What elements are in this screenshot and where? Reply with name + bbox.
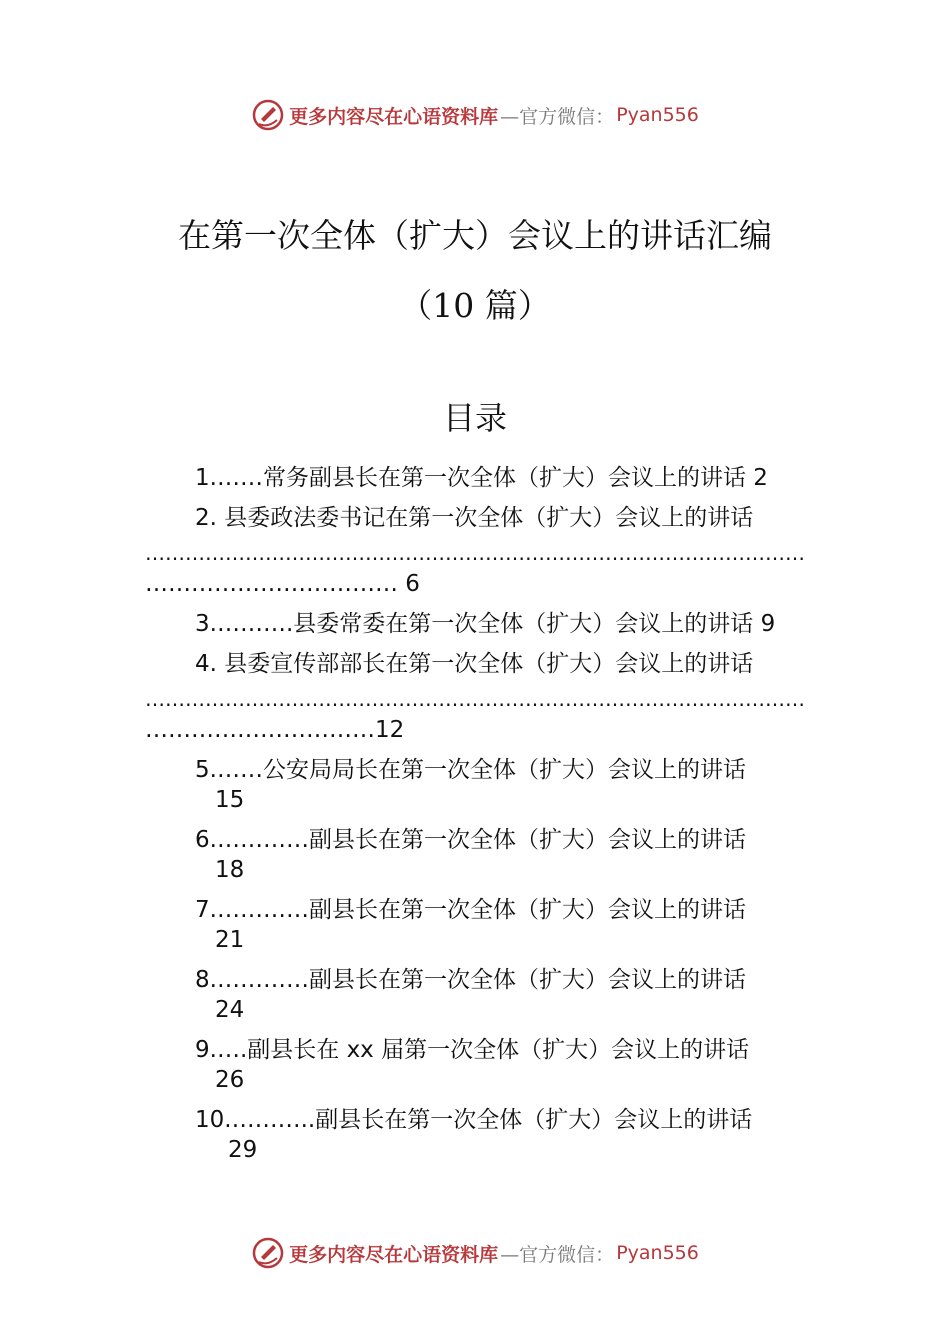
- toc-heading: 目录: [442, 399, 507, 437]
- toc-entry-4-dots: ………………………………………………………………………………………: [145, 687, 805, 711]
- toc-entry-8-page: 24: [215, 997, 245, 1023]
- toc-entry-2-page: …………………………… 6: [145, 571, 420, 597]
- toc-entry-7-page: 21: [215, 927, 245, 953]
- toc-entry-4-page: …………………………12: [145, 717, 405, 743]
- toc-entry-8[interactable]: 8.…………副县长在第一次全体（扩大）会议上的讲话: [195, 967, 746, 993]
- watermark-footer: [0, 1233, 950, 1273]
- toc-entry-6-page: 18: [215, 857, 245, 883]
- watermark-header: [0, 95, 950, 135]
- toc-entry-9-page: 26: [215, 1067, 245, 1093]
- toc-entry-1[interactable]: 1.……常务副县长在第一次全体（扩大）会议上的讲话 2: [195, 465, 768, 491]
- toc-entry-5-page: 15: [215, 787, 245, 813]
- toc-entry-6[interactable]: 6.…………副县长在第一次全体（扩大）会议上的讲话: [195, 827, 746, 853]
- watermark-separator: —官方微信：: [500, 105, 615, 128]
- toc-entry-7[interactable]: 7.…………副县长在第一次全体（扩大）会议上的讲话: [195, 897, 746, 923]
- toc-entry-4[interactable]: 4. 县委宣传部部长在第一次全体（扩大）会议上的讲话: [195, 651, 754, 677]
- pen-heart-logo-icon: [251, 98, 285, 132]
- watermark-separator: —官方微信：: [500, 1243, 615, 1266]
- toc-entry-10[interactable]: 10.………..副县长在第一次全体（扩大）会议上的讲话: [195, 1107, 753, 1133]
- toc-entry-2[interactable]: 2. 县委政法委书记在第一次全体（扩大）会议上的讲话: [195, 505, 754, 531]
- document-title: 在第一次全体（扩大）会议上的讲话汇编: [178, 216, 772, 255]
- watermark-wechat-id: Pyan556: [616, 104, 699, 126]
- watermark-main-text: 更多内容尽在心语资料库: [289, 105, 499, 128]
- document-subtitle: （10 篇）: [399, 286, 551, 325]
- toc-entry-5[interactable]: 5.……公安局局长在第一次全体（扩大）会议上的讲话: [195, 757, 746, 783]
- toc-entry-10-page: 29: [228, 1137, 258, 1163]
- pen-heart-logo-icon: [251, 1236, 285, 1270]
- toc-entry-9[interactable]: 9.….副县长在 xx 届第一次全体（扩大）会议上的讲话: [195, 1037, 750, 1063]
- watermark-wechat-id: Pyan556: [616, 1242, 699, 1264]
- toc-entry-2-dots: ………………………………………………………………………………………: [145, 541, 805, 565]
- toc-entry-3[interactable]: 3.……….县委常委在第一次全体（扩大）会议上的讲话 9: [195, 611, 776, 637]
- watermark-main-text: 更多内容尽在心语资料库: [289, 1243, 499, 1266]
